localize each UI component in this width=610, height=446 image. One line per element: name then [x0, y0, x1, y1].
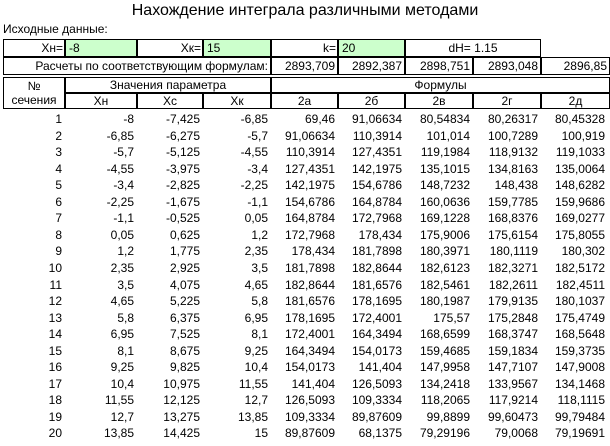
formula-2b-value: 172,4001 [351, 310, 402, 325]
formula-2v-value: 175,9006 [419, 227, 470, 242]
table-row [0, 376, 610, 392]
formula-2v-value: 180,1987 [419, 294, 470, 309]
formula-2b-value: 110,3914 [352, 128, 402, 143]
formula-2v-value: 169,1228 [419, 211, 470, 226]
xc-value: -1,675 [165, 194, 200, 209]
xk-value: 3,5 [251, 260, 268, 275]
formula-2g-value: 79,0068 [494, 426, 538, 441]
section-number: 12 [48, 294, 62, 309]
header-formula-2a: 2а [271, 93, 338, 109]
header-formula-2d: 2д [541, 93, 610, 109]
xc-value: 10,975 [163, 376, 200, 391]
xk-value: 10,4 [244, 360, 268, 375]
result-2b: 2892,387 [338, 57, 405, 75]
formula-2b-value: 127,4351 [351, 145, 402, 160]
xc-value: 6,375 [169, 310, 200, 325]
formula-2a-value: 164,3494 [284, 343, 335, 358]
xc-value: 4,075 [169, 277, 200, 292]
formula-2d-value: 159,9686 [554, 194, 605, 209]
table-row [0, 277, 610, 293]
xk-value: 6,95 [244, 310, 268, 325]
formula-2g-value: 100,7289 [487, 128, 538, 143]
table-row [0, 194, 610, 210]
section-number: 6 [55, 194, 62, 209]
table-row [0, 359, 610, 375]
table-row [0, 293, 610, 309]
formula-2v-value: 180,3971 [419, 244, 470, 259]
xn-value: -3,4 [113, 178, 134, 193]
section-number: 3 [55, 145, 62, 160]
k-label: k= [271, 39, 338, 57]
formula-2v-value: 80,54834 [419, 112, 470, 126]
xn-value: 10,4 [110, 376, 134, 391]
dh-value: 1.15 [474, 41, 498, 55]
table-row [0, 425, 610, 441]
xc-value: -6,275 [165, 128, 200, 143]
xk-value: -4,55 [240, 145, 268, 160]
formula-2v-value: 134,2418 [419, 376, 470, 391]
formula-2g-value: 133,9567 [487, 376, 538, 391]
table-row [0, 111, 610, 127]
xc-value: 2,925 [169, 260, 200, 275]
xc-value: -7,425 [165, 112, 200, 126]
xk-value: -3,4 [247, 161, 268, 176]
xn-value: 12,7 [110, 409, 134, 424]
formula-2g-value: 148,438 [494, 178, 538, 193]
formula-2d-value: 182,4511 [555, 277, 605, 292]
table-row [0, 326, 610, 342]
page-title: Нахождение интеграла различными методами [131, 2, 479, 19]
xn-value: 11,55 [104, 393, 134, 408]
section-number: 5 [55, 178, 62, 193]
formula-2d-value: 134,1468 [554, 376, 605, 391]
formula-2d-value: 119,1033 [555, 145, 605, 160]
formula-2g-value: 147,7107 [487, 360, 538, 375]
formula-2v-value: 160,0636 [419, 194, 470, 209]
xn-value: 6,95 [110, 327, 134, 342]
formula-2d-value: 169,0277 [554, 211, 605, 226]
xn-value: -5,7 [113, 145, 134, 160]
xk-input[interactable]: 15 [203, 39, 271, 57]
xk-value: 15 [254, 426, 268, 441]
formula-2a-value: 182,8644 [284, 277, 335, 292]
formula-2a-value: 142,1975 [284, 178, 335, 193]
xc-value: 14,425 [163, 426, 200, 441]
formula-2a-value: 127,4351 [284, 161, 335, 176]
xn-value: 9,25 [110, 360, 134, 375]
xk-value: 12,7 [244, 393, 268, 408]
header-number-sign: № [27, 79, 41, 93]
section-number: 2 [55, 128, 62, 143]
formula-2g-value: 180,1119 [489, 244, 538, 259]
section-number: 17 [48, 376, 62, 391]
xk-value: 9,25 [244, 343, 268, 358]
xk-value: -6,85 [240, 112, 268, 126]
formula-2g-value: 118,9132 [488, 145, 538, 160]
section-number: 9 [55, 244, 62, 259]
xk-value: -5,7 [247, 128, 268, 143]
xn-value: 5,8 [117, 310, 134, 325]
table-row [0, 310, 610, 326]
formula-2g-value: 175,6154 [487, 227, 538, 242]
table-row [0, 144, 610, 160]
header-params-group: Значения параметра [65, 77, 271, 93]
result-2a: 2893,709 [271, 57, 338, 75]
table-row [0, 210, 610, 226]
formula-2v-value: 175,57 [433, 310, 470, 325]
section-number: 7 [55, 211, 62, 226]
xc-value: -2,825 [165, 178, 200, 193]
formula-2v-value: 118,2065 [420, 393, 470, 408]
formula-2d-value: 147,9008 [554, 360, 605, 375]
table-row [0, 227, 610, 243]
section-number: 8 [55, 227, 62, 242]
table-row [0, 409, 610, 425]
formula-2d-value: 135,0064 [554, 161, 605, 176]
xk-value: 13,85 [237, 409, 268, 424]
formula-2d-value: 148,6282 [554, 178, 605, 193]
xk-value: 8,1 [251, 327, 268, 342]
formula-2a-value: 154,0173 [284, 360, 335, 375]
formula-2g-value: 159,7785 [487, 194, 538, 209]
formula-2a-value: 154,6786 [284, 194, 335, 209]
xn-value: -2,25 [106, 194, 134, 209]
formula-2v-value: 119,1984 [420, 145, 470, 160]
xc-value: 7,525 [169, 327, 200, 342]
header-formula-2v: 2в [405, 93, 473, 109]
formula-2a-value: 69,46 [304, 112, 335, 126]
table-row [0, 128, 610, 144]
xc-value: 1,775 [169, 244, 200, 259]
formula-2v-value: 135,1015 [419, 161, 470, 176]
xc-value: 5,225 [169, 294, 200, 309]
header-formula-2b: 2б [338, 93, 405, 109]
xk-value: 11,55 [238, 376, 268, 391]
table-row [0, 243, 610, 259]
formula-2a-value: 178,434 [291, 244, 335, 259]
formula-2a-value: 181,6576 [284, 294, 335, 309]
xc-value: 12,125 [163, 393, 200, 408]
header-param-xc: Хс [137, 93, 203, 109]
xn-value: -6,85 [106, 128, 134, 143]
formula-2v-value: 147,9958 [419, 360, 470, 375]
section-number: 14 [48, 327, 62, 342]
table-row [0, 177, 610, 193]
formula-2d-value: 118,1115 [557, 393, 605, 408]
xk-label: Хк= [137, 39, 203, 57]
table-row [0, 260, 610, 276]
formula-2b-value: 142,1975 [351, 161, 402, 176]
formula-2d-value: 168,5648 [554, 327, 605, 342]
formula-2a-value: 178,1695 [284, 310, 335, 325]
formula-2a-value: 110,3914 [285, 145, 335, 160]
section-number: 13 [48, 310, 62, 325]
header-param-xn: Хн [65, 93, 137, 109]
formula-2d-value: 175,4749 [554, 310, 605, 325]
xc-value: -5,125 [165, 145, 200, 160]
table-row [0, 161, 610, 177]
formula-2g-value: 80,26317 [487, 112, 538, 126]
xc-value: -3,975 [165, 161, 200, 176]
xn-value: 3,5 [117, 277, 134, 292]
formula-2v-value: 182,5461 [419, 277, 470, 292]
xn-label: Хн= [3, 39, 65, 57]
xn-value: -8 [123, 112, 134, 126]
formula-2v-value: 148,7232 [419, 178, 470, 193]
formula-2d-value: 180,302 [561, 244, 605, 259]
formula-2a-value: 141,404 [291, 376, 335, 391]
formula-2b-value: 172,7968 [351, 211, 402, 226]
formula-2a-value: 89,87609 [284, 426, 335, 441]
formula-2g-value: 168,8376 [487, 211, 538, 226]
formula-2d-value: 175,8055 [554, 227, 605, 242]
formula-2d-value: 79,19691 [554, 426, 605, 441]
header-section-number [3, 77, 65, 109]
section-number: 20 [48, 426, 62, 441]
formula-2d-value: 80,45328 [554, 112, 605, 126]
formula-2b-value: 126,5093 [351, 376, 402, 391]
section-number: 4 [55, 161, 62, 176]
formula-2g-value: 168,3747 [487, 327, 538, 342]
xn-value: 2,35 [110, 260, 134, 275]
formula-2d-value: 182,5172 [554, 260, 605, 275]
header-param-xk: Хк [203, 93, 271, 109]
xn-value: -1,1 [113, 211, 134, 226]
formula-2b-value: 164,8784 [351, 194, 402, 209]
formula-2d-value: 180,1037 [554, 294, 605, 309]
formula-2g-value: 99,60473 [487, 409, 538, 424]
results-label: Расчеты по соответствующим формулам: [3, 57, 271, 75]
formula-2b-value: 89,87609 [351, 409, 402, 424]
section-number: 1 [55, 112, 62, 126]
xn-value: 4,65 [110, 294, 134, 309]
formula-2b-value: 154,6786 [351, 178, 402, 193]
xn-value: -4,55 [106, 161, 134, 176]
formula-2b-value: 178,1695 [351, 294, 402, 309]
dh-cell [405, 39, 541, 57]
header-formulas-group: Формулы [271, 77, 610, 93]
formula-2v-value: 168,6599 [419, 327, 470, 342]
xk-value: 0,05 [244, 211, 268, 226]
header-section-word: сечения [11, 93, 57, 107]
formula-2v-value: 182,6123 [419, 260, 470, 275]
section-number: 16 [48, 360, 62, 375]
formula-2g-value: 175,2848 [487, 310, 538, 325]
formula-2v-value: 101,014 [426, 128, 470, 143]
table-row [0, 343, 610, 359]
formula-2g-value: 134,8163 [487, 161, 538, 176]
formula-2b-value: 164,3494 [351, 327, 402, 342]
formula-2b-value: 178,434 [358, 227, 402, 242]
formula-2a-value: 172,4001 [284, 327, 335, 342]
result-2v: 2898,751 [405, 57, 473, 75]
section-number: 15 [48, 343, 62, 358]
section-number: 11 [49, 277, 62, 292]
xk-value: 1,2 [251, 227, 268, 242]
section-number: 10 [48, 260, 62, 275]
formula-2g-value: 159,1834 [487, 343, 538, 358]
xc-value: 9,825 [169, 360, 200, 375]
formula-2b-value: 109,3334 [351, 393, 402, 408]
xk-value: -2,25 [240, 178, 268, 193]
formula-2d-value: 99,79484 [554, 409, 605, 424]
result-2g: 2893,048 [473, 57, 541, 75]
formula-2a-value: 164,8784 [284, 211, 335, 226]
formula-2b-value: 141,404 [358, 360, 402, 375]
formula-2g-value: 179,9135 [487, 294, 538, 309]
formula-2a-value: 109,3334 [284, 409, 335, 424]
xn-value: 8,1 [117, 343, 134, 358]
k-input[interactable]: 20 [338, 39, 405, 57]
xc-value: 0,625 [169, 227, 200, 242]
formula-2b-value: 68,1375 [358, 426, 402, 441]
formula-2d-value: 159,3735 [554, 343, 605, 358]
formula-2g-value: 182,3271 [487, 260, 538, 275]
xc-value: -0,525 [165, 211, 200, 226]
xk-value: -1,1 [247, 194, 268, 209]
xn-value: 0,05 [110, 227, 134, 242]
xk-value: 4,65 [244, 277, 268, 292]
xn-value: 1,2 [117, 244, 134, 259]
formula-2v-value: 99,8899 [426, 409, 470, 424]
header-formula-2g: 2г [473, 93, 541, 109]
formula-2v-value: 79,29196 [419, 426, 470, 441]
formula-2a-value: 172,7968 [284, 227, 335, 242]
section-number: 18 [48, 393, 62, 408]
formula-2b-value: 181,6576 [351, 277, 402, 292]
xn-input[interactable]: -8 [65, 39, 137, 57]
formula-2g-value: 117,9214 [488, 393, 538, 408]
formula-2b-value: 154,0173 [351, 343, 402, 358]
xn-value: 13,85 [103, 426, 134, 441]
dh-label: dH= [448, 41, 471, 55]
formula-2a-value: 91,06634 [284, 128, 335, 143]
result-2d: 2896,85 [541, 57, 610, 75]
formula-2b-value: 91,06634 [351, 112, 402, 126]
table-row [0, 392, 610, 408]
formula-2b-value: 182,8644 [351, 260, 402, 275]
formula-2a-value: 181,7898 [284, 260, 335, 275]
formula-2d-value: 100,919 [561, 128, 605, 143]
xc-value: 8,675 [169, 343, 200, 358]
section-number: 19 [48, 409, 62, 424]
xk-value: 5,8 [251, 294, 268, 309]
formula-2a-value: 126,5093 [284, 393, 335, 408]
xk-value: 2,35 [244, 244, 268, 259]
formula-2b-value: 181,7898 [351, 244, 402, 259]
formula-2g-value: 182,2611 [488, 277, 538, 292]
formula-2v-value: 159,4685 [419, 343, 470, 358]
xc-value: 13,275 [163, 409, 200, 424]
input-section-label: Исходные данные: [3, 22, 108, 36]
